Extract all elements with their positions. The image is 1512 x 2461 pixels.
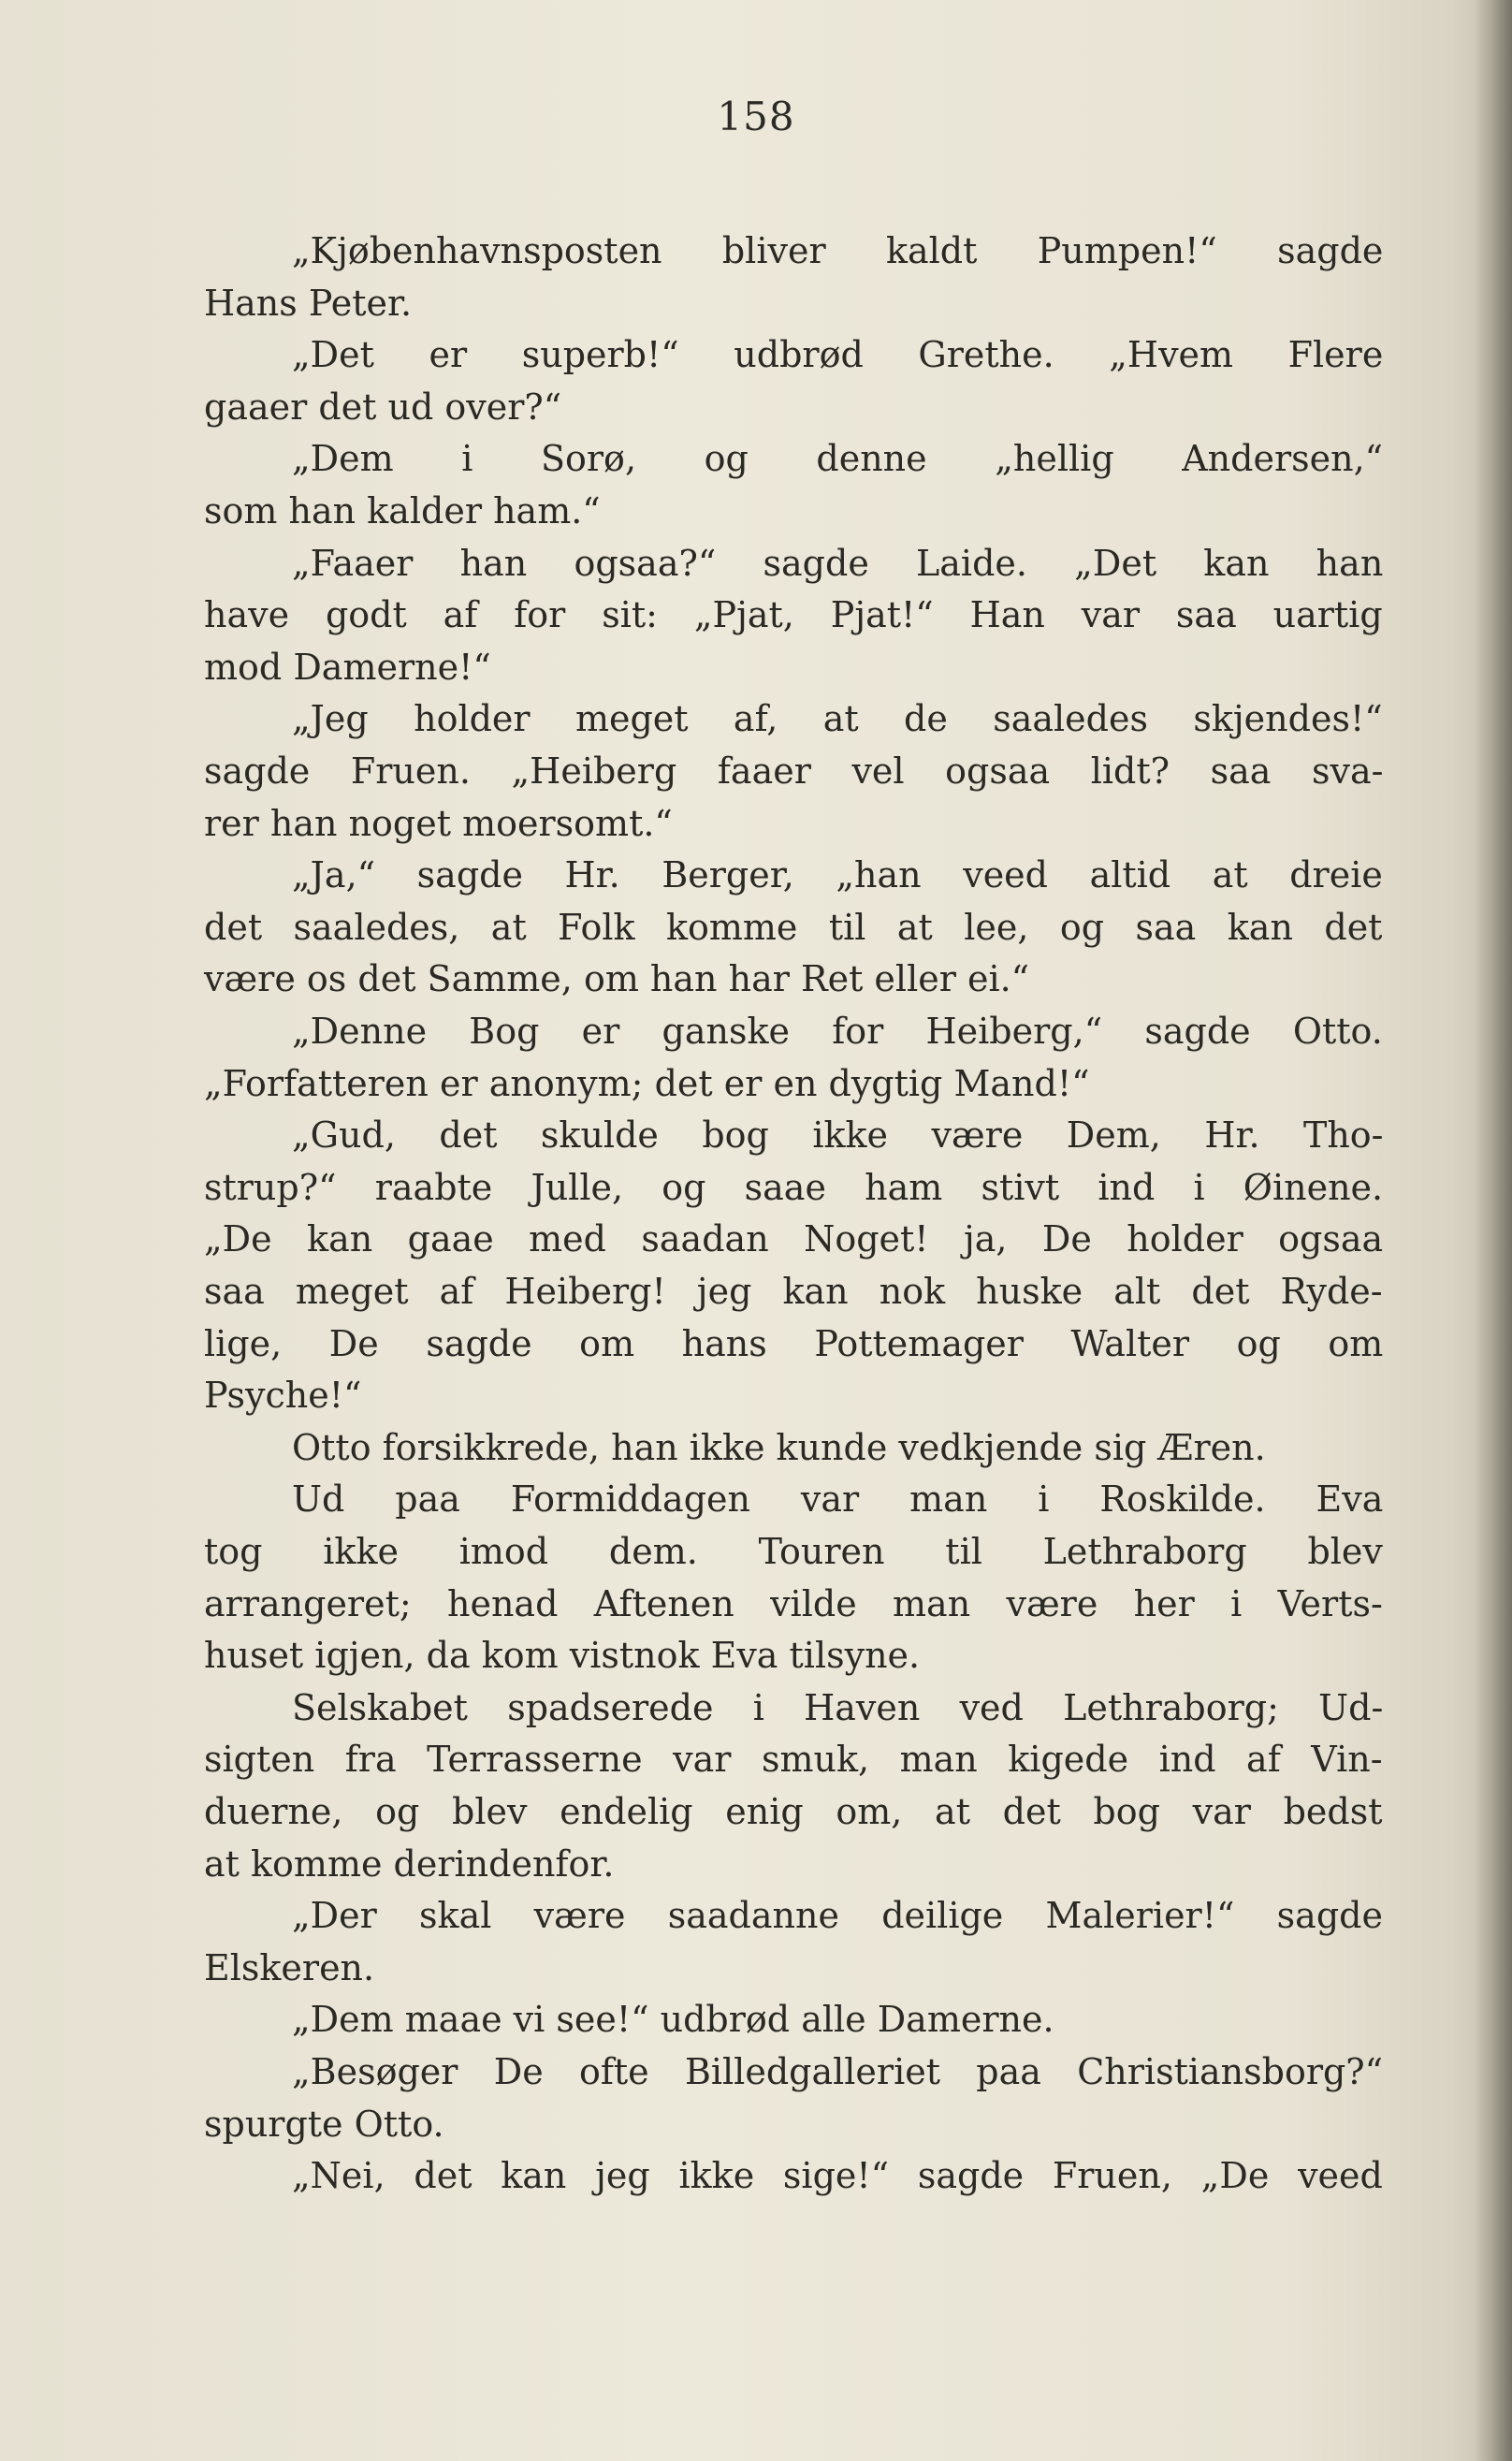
text-line: „De kan gaae med saadan Noget! ja, De holder ogsaa	[204, 1218, 1384, 1260]
text-line: „Gud, det skulde bog ikke være Dem, Hr. Tho-	[292, 1114, 1384, 1157]
text-line: som han kalder ham.“	[204, 490, 601, 532]
text-line: Hans Peter.	[204, 282, 413, 324]
page-number: 158	[717, 94, 795, 139]
text-line: „Besøger De ofte Billedgalleriet paa Christiansborg?“	[292, 2051, 1384, 2092]
text-line: duerne, og blev endelig enig om, at det bog var bedst	[204, 1791, 1383, 1832]
text-line: sigten fra Terrasserne var smuk, man kigede ind af Vin-	[204, 1739, 1383, 1781]
text-line: „Det er superb!“ udbrød Grethe. „Hvem Flere	[292, 334, 1384, 376]
text-line: tog ikke imod dem. Touren til Lethraborg blev	[204, 1531, 1383, 1572]
text-line: sagde Fruen. „Heiberg faaer vel ogsaa lidt? saa sva-	[204, 750, 1384, 792]
text-line: lige, De sagde om hans Pottemager Walter og om	[204, 1322, 1384, 1364]
text-line: huset igjen, da kom vistnok Eva tilsyne.	[204, 1635, 921, 1677]
text-line: „Ja,“ sagde Hr. Berger, „han veed altid at dreie	[292, 854, 1383, 896]
text-line: „Faaer han ogsaa?“ sagde Laide. „Det kan han	[292, 542, 1384, 584]
page-edge-shadow	[1475, 0, 1512, 2461]
text-line: „Dem maae vi see!“ udbrød alle Damerne.	[292, 1999, 1054, 2041]
text-line: Otto forsikkrede, han ikke kunde vedkjende sig Æren.	[292, 1426, 1266, 1468]
text-line: Selskabet spadserede i Haven ved Lethraborg; Ud-	[292, 1686, 1384, 1728]
text-line: det saaledes, at Folk komme til at lee, og saa kan det	[204, 906, 1383, 948]
text-line: „Kjøbenhavnsposten bliver kaldt Pumpen!“ sagde	[292, 230, 1384, 271]
text-line: saa meget af Heiberg! jeg kan nok huske alt det Ryde-	[204, 1271, 1383, 1312]
text-line: spurgte Otto.	[204, 2103, 444, 2145]
text-line: rer han noget moersomt.“	[204, 802, 673, 844]
text-line: „Dem i Sorø, og denne „hellig Andersen,“	[292, 438, 1384, 480]
text-line: mod Damerne!“	[204, 646, 491, 688]
text-line: arrangeret; henad Aftenen vilde man være her i Verts-	[204, 1582, 1383, 1624]
text-line: være os det Samme, om han har Ret eller ei.“	[204, 958, 1030, 1000]
text-line: Psyche!“	[204, 1375, 362, 1417]
text-line: „Jeg holder meget af, at de saaledes skjendes!“	[292, 698, 1383, 740]
text-line: have godt af for sit: „Pjat, Pjat!“ Han var saa uartig	[204, 594, 1383, 636]
text-line: gaaer det ud over?“	[204, 386, 562, 428]
text-line: Ud paa Formiddagen var man i Roskilde. Eva	[292, 1478, 1384, 1521]
text-line: strup?“ raabte Julle, og saae ham stivt ind i Øinene.	[204, 1166, 1384, 1208]
text-line: „Forfatteren er anonym; det er en dygtig Mand!“	[204, 1062, 1090, 1104]
text-line: at komme derindenfor.	[204, 1842, 615, 1885]
text-line: „Der skal være saadanne deilige Malerier!“ sagde	[292, 1895, 1383, 1937]
text-line: „Nei, det kan jeg ikke sige!“ sagde Fruen, „De veed	[292, 2155, 1383, 2197]
text-line: „Denne Bog er ganske for Heiberg,“ sagde Otto.	[292, 1011, 1383, 1052]
text-line: Elskeren.	[204, 1946, 375, 1988]
